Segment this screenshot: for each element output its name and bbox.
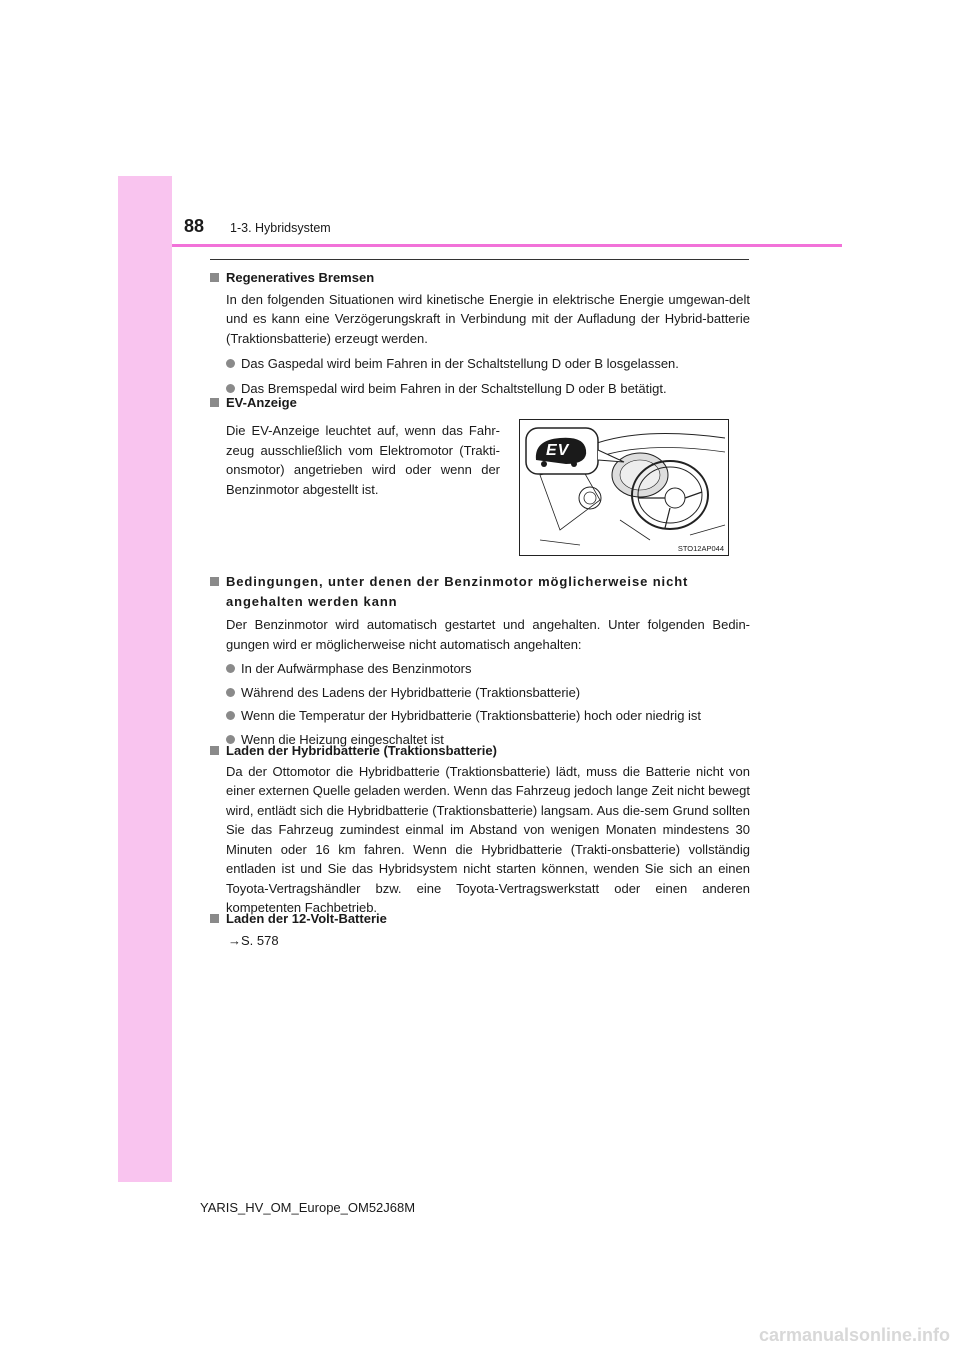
content-divider (210, 259, 749, 260)
section-heading: Bedingungen, unter denen der Benzinmotor möglicherweise nicht angehalten werden kann (210, 572, 750, 611)
list-item: Das Bremspedal wird beim Fahren in der Schaltstellung D oder B betätigt. (210, 379, 750, 399)
document-id: YARIS_HV_OM_Europe_OM52J68M (200, 1200, 416, 1215)
header-rule (172, 244, 842, 247)
page-reference-link[interactable]: →S. 578 (228, 932, 279, 948)
section-text: Der Benzinmotor wird automatisch gestartet und angehalten. Unter folgenden Bedin-gungen wird er möglicherweise nicht automatisch angehalten: (226, 617, 750, 652)
sidebar-tab (118, 176, 172, 1182)
section-conditions (210, 572, 750, 749)
section-text: In den folgenden Situationen wird kinetische Energie in elektrische Energie umgewan-delt und es kann eine Verzögerungskraft in Verbindung mit der Aufladung der Hybrid-batterie (Traktionsbatterie) erzeugt werden. (226, 291, 750, 346)
section-text: Da der Ottomotor die Hybridbatterie (Traktionsbatterie) lädt, muss die Batterie nicht von einer externen Quelle geladen werden. Wenn das Fahrzeug jedoch lange Zeit nicht bewegt wird, entlädt sich die Hybridbatterie (Traktionsbatterie) langsam. Aus die-sem Grund sollten Sie das Fahrzeug zumindest einmal im Abstand von wenigen Monaten mindestens 30 Minuten oder 16 km fahren. Wenn die Hybridbatterie (Trakti-onsbatterie) vollständig entladen ist und Sie das Hybridsystem nicht starten können, wenden Sie sich an einen Toyota-Vertragshändler bzw. eine Toyota-Vertragswerkstatt oder einen anderen kompetenten Fachbetrieb. (226, 763, 750, 915)
section-12v (210, 909, 750, 950)
section-regen (210, 268, 750, 398)
list-item: Das Gaspedal wird beim Fahren in der Schaltstellung D oder B losgelassen. (210, 354, 750, 374)
section-heading: Laden der Hybridbatterie (Traktionsbatterie) (210, 741, 750, 761)
ev-badge: EV (546, 442, 570, 459)
list-item: In der Aufwärmphase des Benzinmotors (210, 659, 750, 679)
section-heading: EV-Anzeige (210, 393, 750, 413)
section-label: 1-3. Hybridsystem (230, 221, 331, 235)
page-number: 88 (184, 216, 205, 236)
section-heading: Regeneratives Bremsen (210, 268, 750, 288)
section-heading: Laden der 12-Volt-Batterie (210, 909, 750, 929)
list-item: Wenn die Temperatur der Hybridbatterie (Traktionsbatterie) hoch oder niedrig ist (210, 706, 750, 726)
list-item: Wenn die Heizung eingeschaltet ist (210, 730, 750, 750)
section-ev (210, 393, 750, 413)
figure-code: STO12AP044 (677, 544, 724, 553)
section-charging (210, 741, 750, 918)
list-item: Während des Ladens der Hybridbatterie (Traktionsbatterie) (210, 683, 750, 703)
watermark: carmanualsonline.info (758, 1325, 950, 1345)
section-text: Die EV-Anzeige leuchtet auf, wenn das Fahr-zeug ausschließlich vom Elektromotor (Trakti-onsmotor) angetrieben wird oder wenn der Benzinmotor abgestellt ist. (226, 423, 500, 497)
ev-text-block (210, 419, 500, 499)
dashboard-drawing-icon (520, 420, 728, 555)
ev-indicator-illustration (519, 419, 729, 556)
